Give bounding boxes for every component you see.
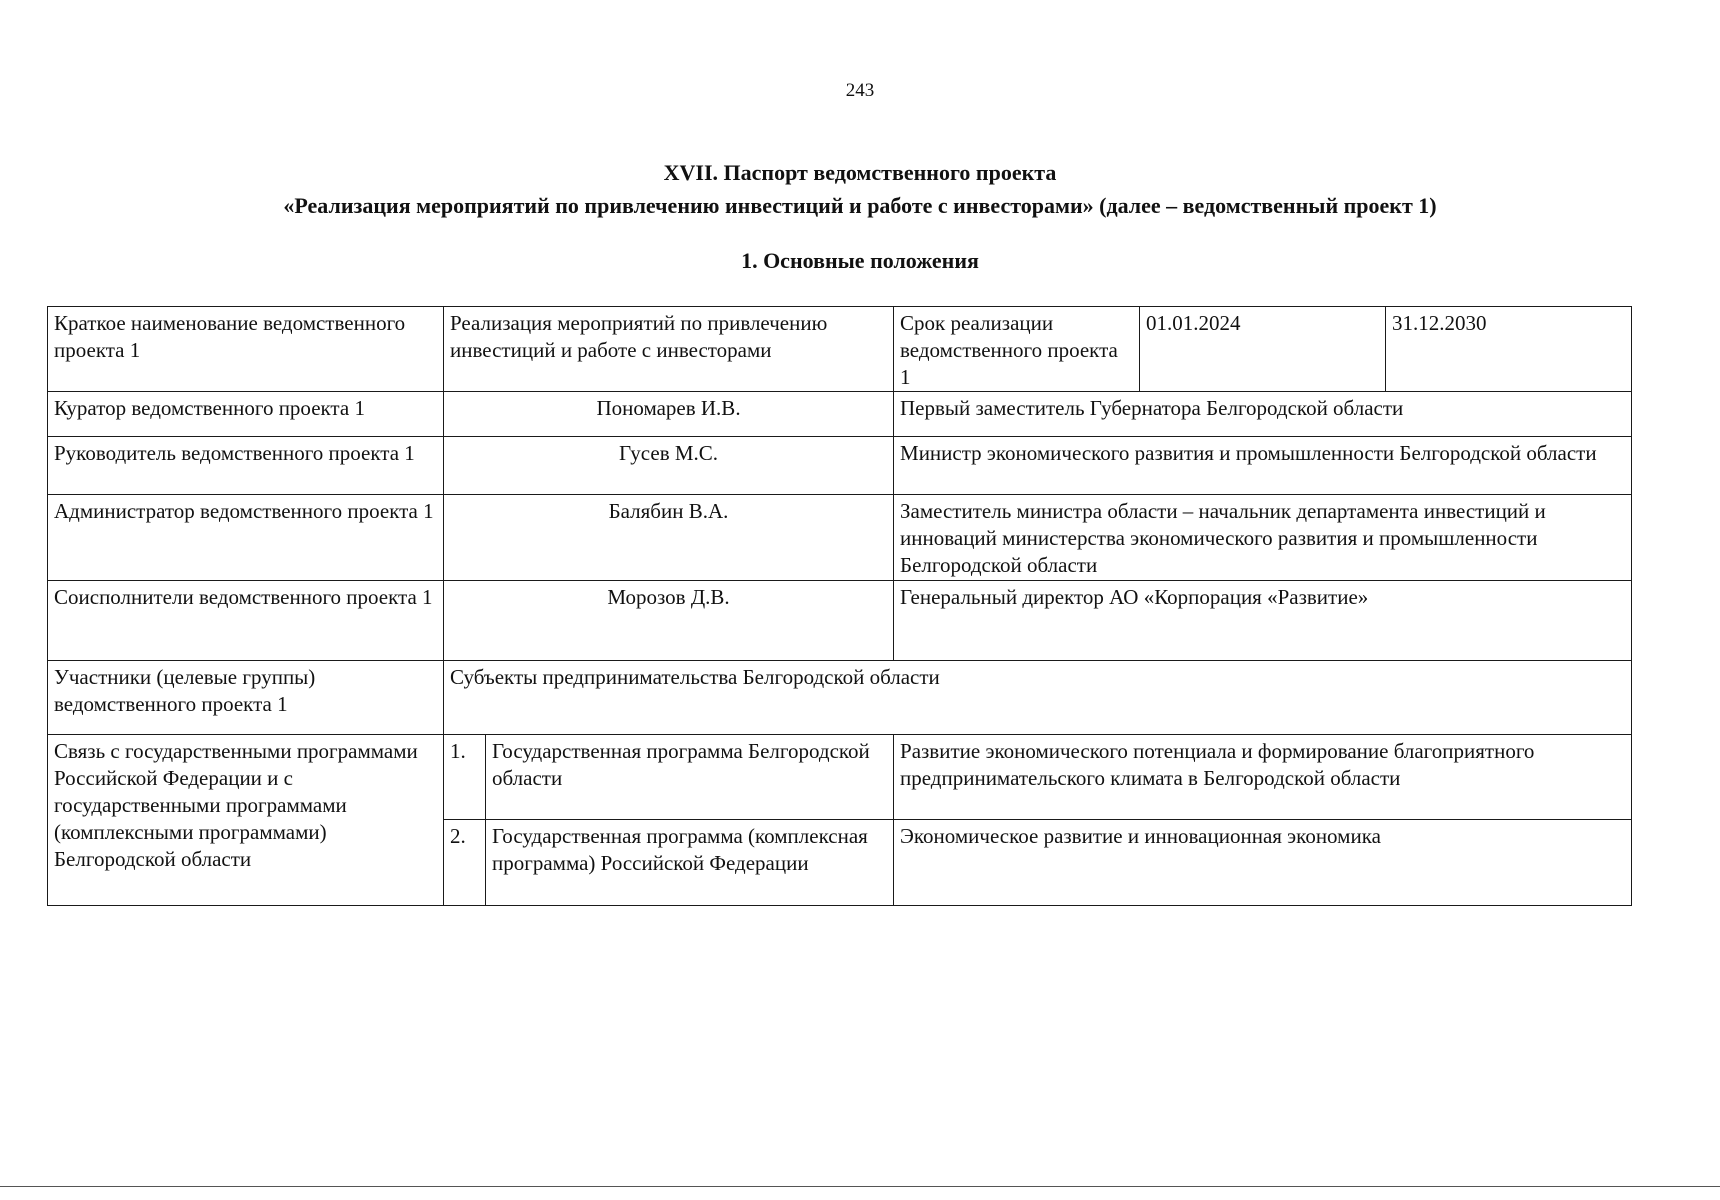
administrator-name: Балябин В.А. [444, 495, 894, 581]
title-line-2: «Реализация мероприятий по привлечению инвестиций и работе с инвесторами» (далее – ведомственный проект 1) [283, 193, 1437, 218]
programs-label: Связь с государственными программами Российской Федерации и с государственными программами (комплексными программами) Белгородской области [48, 735, 444, 906]
participants-label: Участники (целевые группы) ведомственного проекта 1 [48, 661, 444, 735]
scan-bottom-rule [0, 1186, 1720, 1187]
table-row-head [48, 437, 1632, 495]
program-2-type: Государственная программа (комплексная программа) Российской Федерации [486, 820, 894, 906]
table-row-curator [48, 392, 1632, 437]
page-number: 243 [845, 80, 875, 101]
curator-position: Первый заместитель Губернатора Белгородской области [894, 392, 1632, 437]
table-row-short-name [48, 307, 1632, 392]
participants-value: Субъекты предпринимательства Белгородской области [444, 661, 1632, 735]
short-name-value: Реализация мероприятий по привлечению инвестиций и работе с инвесторами [444, 307, 894, 392]
administrator-label: Администратор ведомственного проекта 1 [48, 495, 444, 581]
co-executors-label: Соисполнители ведомственного проекта 1 [48, 581, 444, 661]
table-row-participants [48, 661, 1632, 735]
document-title [0, 156, 1720, 222]
head-label: Руководитель ведомственного проекта 1 [48, 437, 444, 495]
co-executors-name: Морозов Д.В. [444, 581, 894, 661]
start-date: 01.01.2024 [1140, 307, 1386, 392]
curator-label: Куратор ведомственного проекта 1 [48, 392, 444, 437]
head-name: Гусев М.С. [444, 437, 894, 495]
end-date: 31.12.2030 [1386, 307, 1632, 392]
short-name-label: Краткое наименование ведомственного проекта 1 [48, 307, 444, 392]
table-row-program-1 [48, 735, 1632, 820]
program-1-type: Государственная программа Белгородской области [486, 735, 894, 820]
curator-name: Пономарев И.В. [444, 392, 894, 437]
passport-table [47, 306, 1632, 906]
co-executors-position: Генеральный директор АО «Корпорация «Развитие» [894, 581, 1632, 661]
head-position: Министр экономического развития и промышленности Белгородской области [894, 437, 1632, 495]
administrator-position: Заместитель министра области – начальник департамента инвестиций и инноваций министерства экономического развития и промышленности Белгородской области [894, 495, 1632, 581]
section-title: 1. Основные положения [741, 248, 979, 273]
program-2-number: 2. [444, 820, 486, 906]
program-1-number: 1. [444, 735, 486, 820]
table-row-administrator [48, 495, 1632, 581]
program-1-name: Развитие экономического потенциала и формирование благоприятного предпринимательского климата в Белгородской области [894, 735, 1632, 820]
period-label: Срок реализации ведомственного проекта 1 [894, 307, 1140, 392]
program-2-name: Экономическое развитие и инновационная экономика [894, 820, 1632, 906]
table-row-co-executors [48, 581, 1632, 661]
title-line-1: XVII. Паспорт ведомственного проекта [663, 160, 1057, 185]
